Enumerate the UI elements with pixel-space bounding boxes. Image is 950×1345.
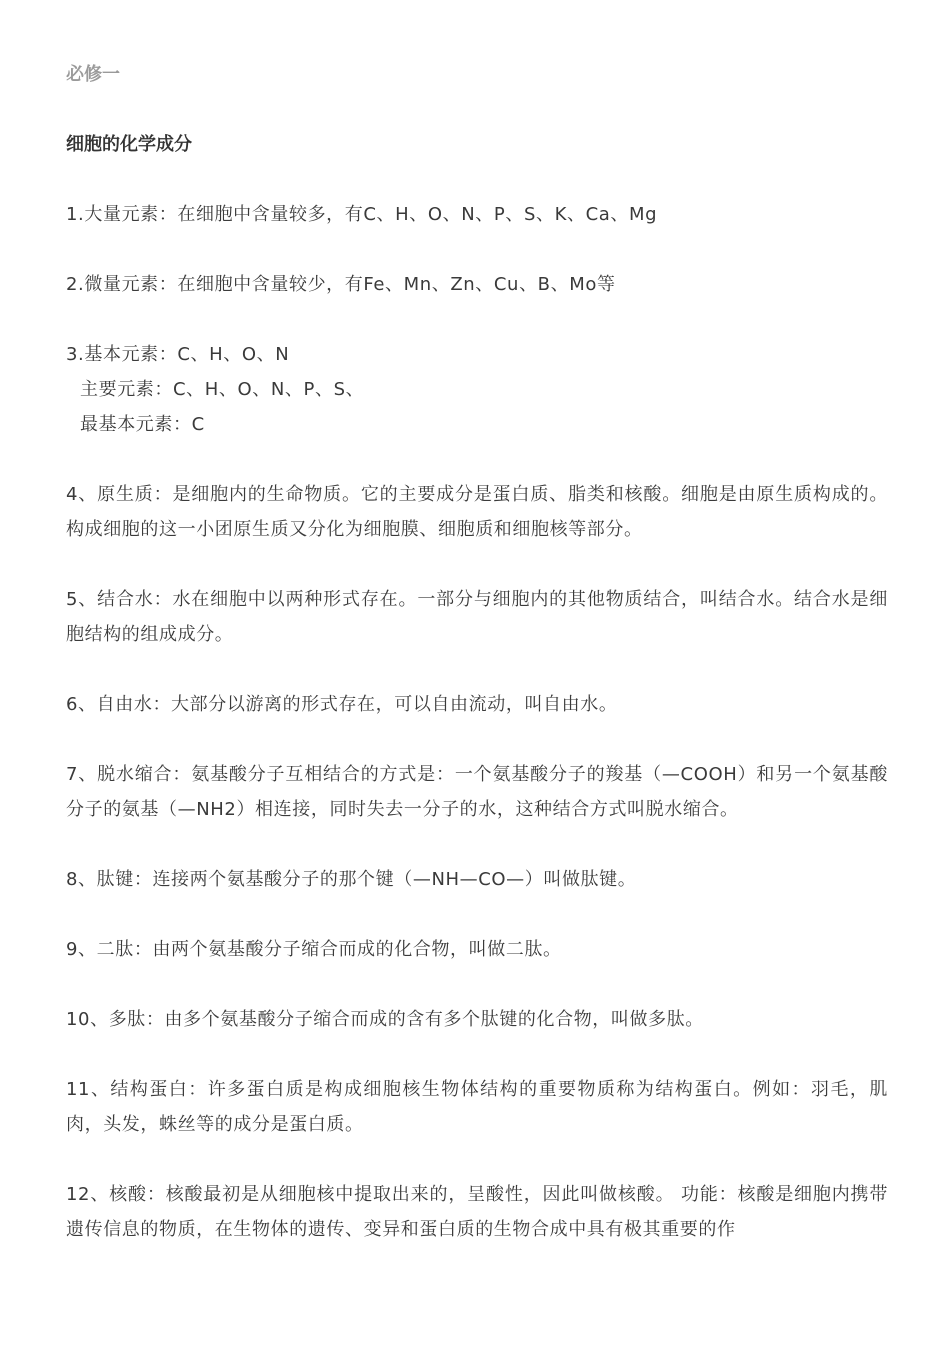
item-7-dehydration-condensation: 7、脱水缩合：氨基酸分子互相结合的方式是：一个氨基酸分子的羧基（—COOH）和另一个氨基酸分子的氨基（—NH2）相连接，同时失去一分子的水，这种结合方式叫脱水缩合。	[66, 764, 888, 820]
document-page	[66, 58, 888, 1247]
book-label: 必修一	[66, 64, 120, 85]
item-3-basic-elements	[66, 337, 888, 442]
item-8-peptide-bond: 8、肽键：连接两个氨基酸分子的那个键（—NH—CO—）叫做肽键。	[66, 869, 637, 890]
section-title: 细胞的化学成分	[66, 134, 192, 155]
item-6-free-water: 6、自由水：大部分以游离的形式存在，可以自由流动，叫自由水。	[66, 694, 618, 715]
item-3-main-elements: 主要元素：C、H、O、N、P、S、	[80, 379, 365, 400]
item-12-nucleic-acid: 12、核酸：核酸最初是从细胞核中提取出来的，呈酸性，因此叫做核酸。 功能：核酸是细胞内携带遗传信息的物质，在生物体的遗传、变异和蛋白质的生物合成中具有极其重要的作	[66, 1184, 888, 1240]
item-4-protoplasm: 4、原生质：是细胞内的生命物质。它的主要成分是蛋白质、脂类和核酸。细胞是由原生质构成的。构成细胞的这一小团原生质又分化为细胞膜、细胞质和细胞核等部分。	[66, 484, 888, 540]
item-2-trace-elements: 2.微量元素：在细胞中含量较少，有Fe、Mn、Zn、Cu、B、Mo等	[66, 274, 616, 295]
item-9-dipeptide: 9、二肽：由两个氨基酸分子缩合而成的化合物，叫做二肽。	[66, 939, 562, 960]
item-10-polypeptide: 10、多肽：由多个氨基酸分子缩合而成的含有多个肽键的化合物，叫做多肽。	[66, 1009, 704, 1030]
item-11-structural-protein: 11、结构蛋白：许多蛋白质是构成细胞核生物体结构的重要物质称为结构蛋白。例如：羽毛，肌肉，头发，蛛丝等的成分是蛋白质。	[66, 1079, 888, 1135]
item-5-bound-water: 5、结合水：水在细胞中以两种形式存在。一部分与细胞内的其他物质结合，叫结合水。结合水是细胞结构的组成成分。	[66, 589, 888, 645]
item-1-macro-elements: 1.大量元素：在细胞中含量较多，有C、H、O、N、P、S、K、Ca、Mg	[66, 204, 658, 225]
item-3-basic-line: 3.基本元素：C、H、O、N	[66, 344, 290, 365]
item-3-most-basic-element: 最基本元素：C	[80, 414, 205, 435]
